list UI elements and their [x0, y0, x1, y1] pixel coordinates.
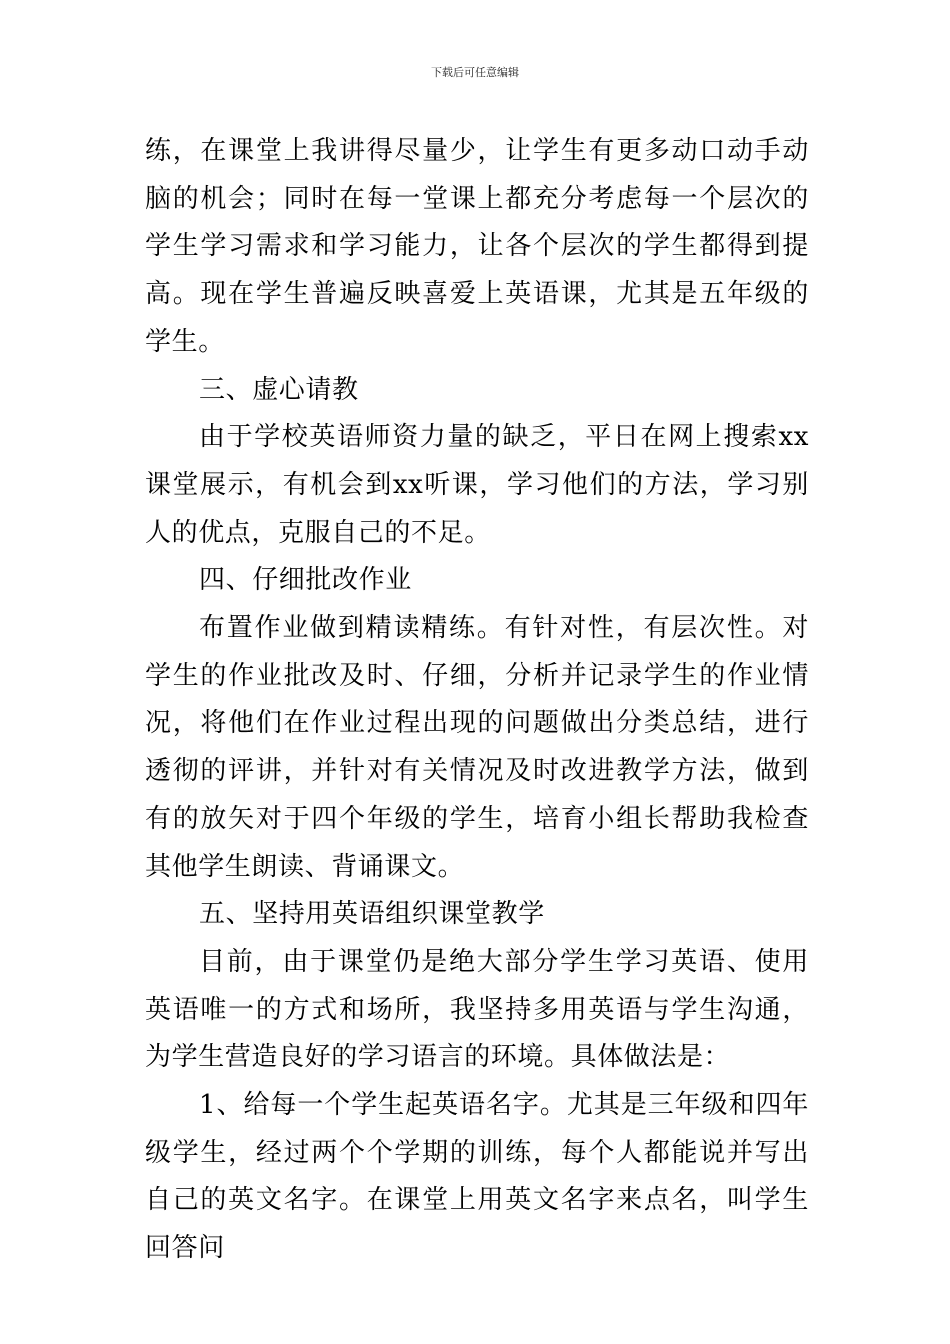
paragraph-homework: 布置作业做到精读精练。有针对性，有层次性。对学生的作业批改及时、仔细，分析并记录学生的作业情况，将他们在作业过程出现的问题做出分类总结，进行透彻的评讲，并针对有关情况及时改进教学方法，做到有的放矢对于四个年级的学生，培育小组长帮助我检查其他学生朗读、背诵课文。	[145, 613, 809, 882]
paragraph-consult: 由于学校英语师资力量的缺乏，平日在网上搜索xx课堂展示，有机会到xx听课，学习他们的方法，学习别人的优点，克服自己的不足。	[145, 422, 809, 548]
paragraph-english-names: 1、给每一个学生起英语名字。尤其是三年级和四年级学生，经过两个个学期的训练，每个人都能说并写出自己的英文名字。在课堂上用英文名字来点名，叫学生回答问	[145, 1090, 809, 1264]
document-body	[145, 128, 809, 1273]
section-heading-4: 四、仔细批改作业	[199, 565, 412, 596]
section-heading-5: 五、坚持用英语组织课堂教学	[199, 899, 545, 930]
paragraph-continuation: 练，在课堂上我讲得尽量少，让学生有更多动口动手动脑的机会；同时在每一堂课上都充分考虑每一个层次的学生学习需求和学习能力，让各个层次的学生都得到提高。现在学生普遍反映喜爱上英语课，尤其是五年级的学生。	[145, 136, 809, 357]
section-heading-3: 三、虚心请教	[199, 374, 359, 405]
paragraph-english-class: 目前，由于课堂仍是绝大部分学生学习英语、使用英语唯一的方式和场所，我坚持多用英语与学生沟通，为学生营造良好的学习语言的环境。具体做法是：	[145, 946, 809, 1073]
header-note: 下载后可任意编辑	[431, 66, 519, 79]
